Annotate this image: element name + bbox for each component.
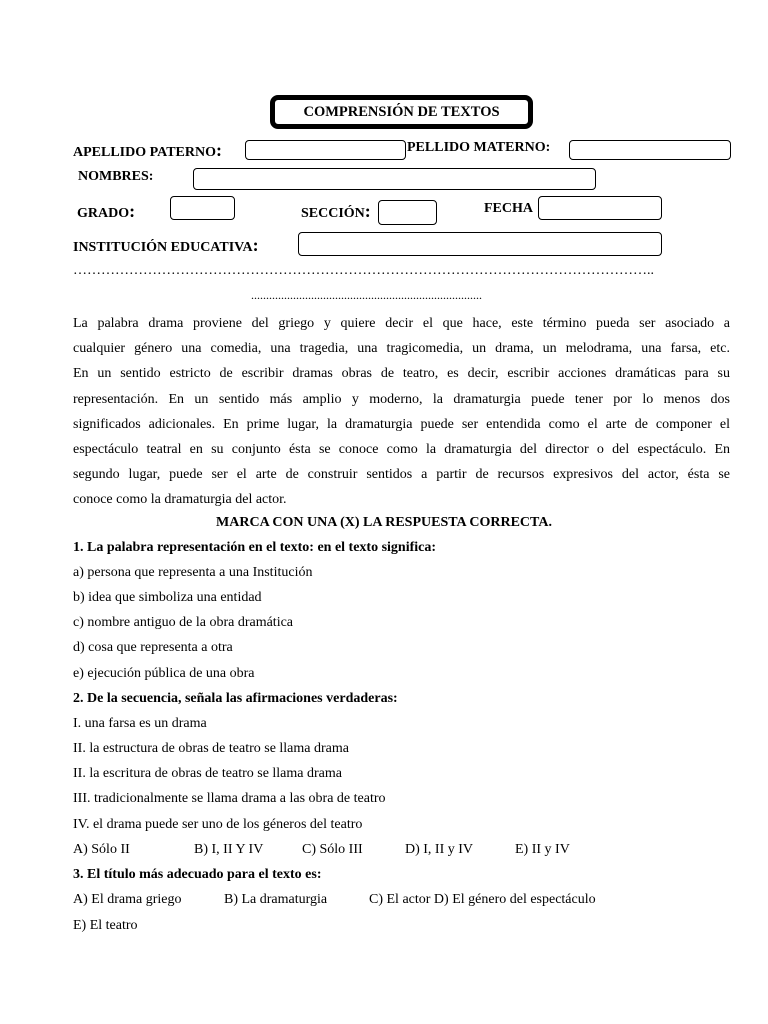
passage-line: espectáculo teatral en su conjunto ésta se conoce como la dramaturgia del director o del espectáculo. En — [73, 442, 730, 458]
dotted-line-1: …………………………………………………………………………………………………………….. — [73, 263, 654, 278]
fecha-label: FECHA — [484, 201, 533, 216]
seccion-label: SECCIÓN: — [301, 201, 371, 221]
passage-line: segundo lugar, puede ser el arte de construir sentidos a partir de recursos expresivos del actor, ésta se — [73, 467, 730, 483]
passage-line: La palabra drama proviene del griego y quiere decir el que hace, este término pueda ser asociado a — [73, 316, 730, 331]
q2-statement: I. una farsa es un drama — [73, 716, 207, 731]
question-2: 2. De la secuencia, señala las afirmaciones verdaderas: — [73, 691, 398, 706]
document-title — [270, 95, 533, 129]
instruction-heading: MARCA CON UNA (X) LA RESPUESTA CORRECTA. — [216, 515, 552, 530]
q2-statement: II. la escritura de obras de teatro se llama drama — [73, 766, 342, 781]
q3-answer-a: A) El drama griego — [73, 892, 182, 907]
apellido-paterno-field[interactable] — [245, 140, 406, 160]
apellido-materno-field[interactable] — [569, 140, 731, 160]
reading-passage — [73, 311, 730, 513]
passage-line: conoce como la dramaturgia del actor. — [73, 492, 287, 508]
apellido-paterno-label: APELLIDO PATERNO: — [73, 140, 222, 160]
dotted-line-2: ............................................................................. — [251, 288, 482, 302]
apellido-materno-label: PELLIDO MATERNO: — [407, 140, 551, 155]
institucion-field[interactable] — [298, 232, 662, 256]
question-1: 1. La palabra representación en el texto: en el texto significa: — [73, 540, 437, 555]
q2-statement: IV. el drama puede ser uno de los géneros del teatro — [73, 817, 363, 832]
passage-line: cualquier género una comedia, una tragedia, una tragicomedia, un drama, un melodrama, una farsa, etc. — [73, 341, 730, 357]
q1-option-e: e) ejecución pública de una obra — [73, 666, 255, 681]
q1-option-a: a) persona que representa a una Institución — [73, 565, 313, 580]
seccion-field[interactable] — [378, 200, 437, 225]
passage-line: representación. En un sentido más amplio y moderno, la dramaturgia puede tener por lo menos dos — [73, 391, 730, 407]
q2-answer-d: D) I, II y IV — [405, 842, 474, 857]
grado-field[interactable] — [170, 196, 235, 220]
q3-answer-b: B) La dramaturgia — [224, 892, 328, 907]
q1-option-d: d) cosa que representa a otra — [73, 640, 233, 655]
passage-line: significados adicionales. En prime lugar, la dramaturgia puede ser entendida como el arte de componer el — [73, 416, 730, 432]
fecha-field[interactable] — [538, 196, 662, 220]
q2-answer-e: E) II y IV — [515, 842, 570, 857]
title-text: COMPRENSIÓN DE TEXTOS — [303, 103, 500, 120]
q2-statement: II. la estructura de obras de teatro se llama drama — [73, 741, 349, 756]
grado-label: GRADO: — [77, 201, 136, 221]
q2-answer-b: B) I, II Y IV — [194, 842, 264, 857]
institucion-label: INSTITUCIÓN EDUCATIVA: — [73, 235, 259, 255]
q2-statement: III. tradicionalmente se llama drama a las obra de teatro — [73, 791, 386, 806]
q2-answer-c: C) Sólo III — [302, 842, 363, 857]
q3-answer-e: E) El teatro — [73, 918, 138, 933]
q1-option-c: c) nombre antiguo de la obra dramática — [73, 615, 294, 630]
question-3: 3. El título más adecuado para el texto es: — [73, 867, 322, 882]
passage-line: En un sentido estricto de escribir dramas obras de teatro, es decir, escribir acciones dramáticas para su — [73, 366, 730, 382]
q2-answer-a: A) Sólo II — [73, 842, 130, 857]
nombres-label: NOMBRES: — [78, 169, 154, 184]
nombres-field[interactable] — [193, 168, 596, 190]
q1-option-b: b) idea que simboliza una entidad — [73, 590, 262, 605]
q3-answer-c-d: C) El actor D) El género del espectáculo — [369, 892, 596, 907]
